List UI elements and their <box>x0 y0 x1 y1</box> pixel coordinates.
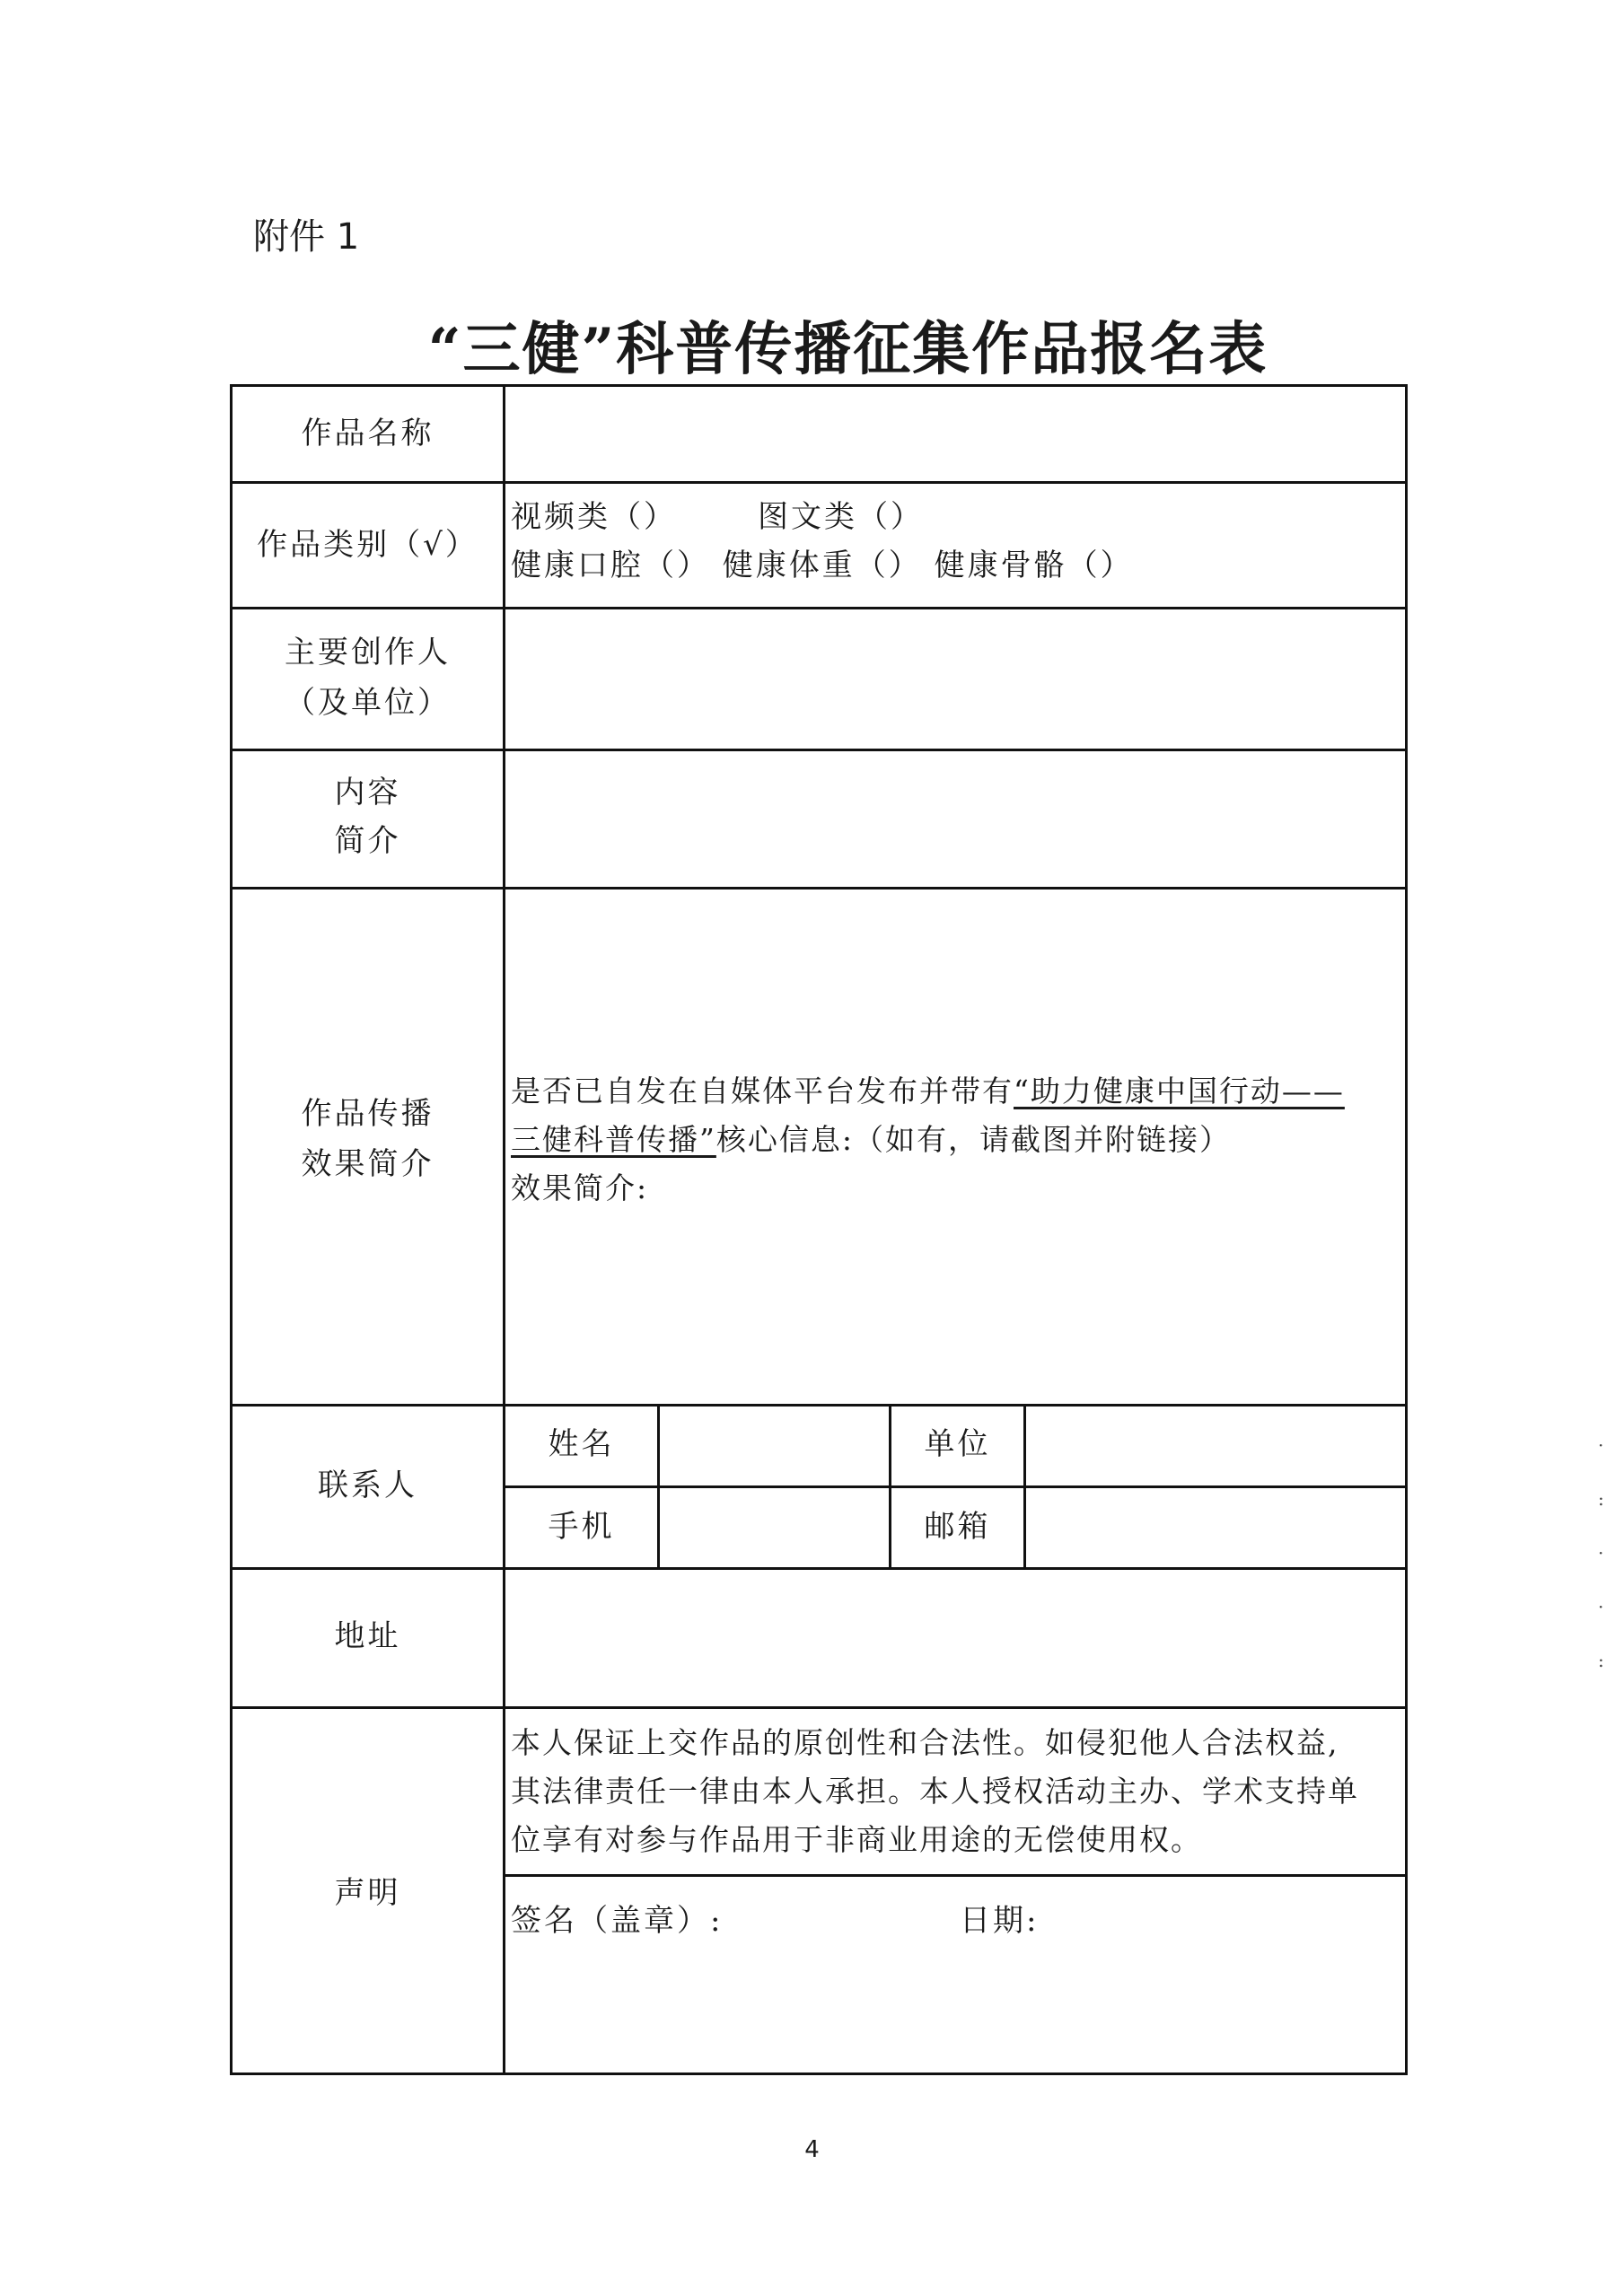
category-option-video-image[interactable] <box>511 493 924 541</box>
intro-label: 内容 <box>334 775 401 811</box>
creator-field[interactable] <box>505 609 1405 749</box>
address-field[interactable] <box>505 1570 1405 1706</box>
effect-question-line-1: 是否已自发在自媒体平台发布并带有“助力健康中国行动—— <box>511 1074 1345 1109</box>
name-label: 姓名 <box>548 1426 615 1462</box>
declaration-text-line-1: 本人保证上交作品的原创性和合法性。如侵犯他人合法权益, <box>511 1725 1339 1760</box>
unit-field[interactable] <box>1026 1407 1405 1485</box>
effect-label-2: 效果简介 <box>301 1146 435 1182</box>
declaration-text-line-2: 其法律责任一律由本人承担。本人授权活动主办、学术支持单 <box>511 1774 1359 1809</box>
name-field[interactable] <box>660 1407 889 1485</box>
declaration-subrow-divider <box>503 1874 1405 1877</box>
video-category-option[interactable]: 视频类（） <box>511 499 677 535</box>
signature-label: 签名（盖章）: <box>511 1903 724 1939</box>
effect-summary-field[interactable] <box>505 1222 1405 1404</box>
email-label: 邮箱 <box>924 1509 991 1545</box>
scan-artifact-marks: · : · · : <box>1598 1434 1604 1671</box>
row-divider <box>233 887 1405 889</box>
creator-unit-label: （及单位） <box>285 685 451 721</box>
creator-label: 主要创作人 <box>285 635 451 670</box>
work-name-label: 作品名称 <box>301 416 435 451</box>
declaration-label: 声明 <box>334 1875 401 1911</box>
row-divider <box>233 1706 1405 1709</box>
effect-label: 作品传播 <box>301 1096 435 1132</box>
phone-field[interactable] <box>660 1488 889 1567</box>
page-number: 4 <box>804 2136 820 2163</box>
form-title: “三健”科普传播征集作品报名表 <box>427 316 1268 383</box>
phone-label: 手机 <box>548 1509 615 1545</box>
category-label: 作品类别（√） <box>257 527 478 563</box>
attachment-label: 附件 1 <box>253 216 360 258</box>
contact-label: 联系人 <box>318 1468 417 1503</box>
work-name-field[interactable] <box>505 387 1405 481</box>
intro-label-2: 简介 <box>334 823 401 859</box>
effect-question-line-2: 三健科普传播”核心信息:（如有，请截图并附链接） <box>511 1122 1231 1157</box>
category-health-topics[interactable]: 健康口腔（） 健康体重（） 健康骨骼（） <box>511 548 1134 583</box>
date-label: 日期: <box>960 1903 1040 1939</box>
address-label: 地址 <box>334 1618 401 1654</box>
image-text-category-option[interactable]: 图文类（） <box>758 499 924 535</box>
declaration-text-line-3: 位享有对参与作品用于非商业用途的无偿使用权。 <box>511 1822 1202 1857</box>
row-divider <box>233 481 1405 484</box>
intro-field[interactable] <box>505 751 1405 887</box>
unit-label: 单位 <box>924 1426 991 1462</box>
effect-summary-label: 效果简介: <box>511 1170 649 1205</box>
email-field[interactable] <box>1026 1488 1405 1567</box>
registration-form-table <box>230 384 1408 2075</box>
signature-field[interactable] <box>505 1949 1405 2073</box>
